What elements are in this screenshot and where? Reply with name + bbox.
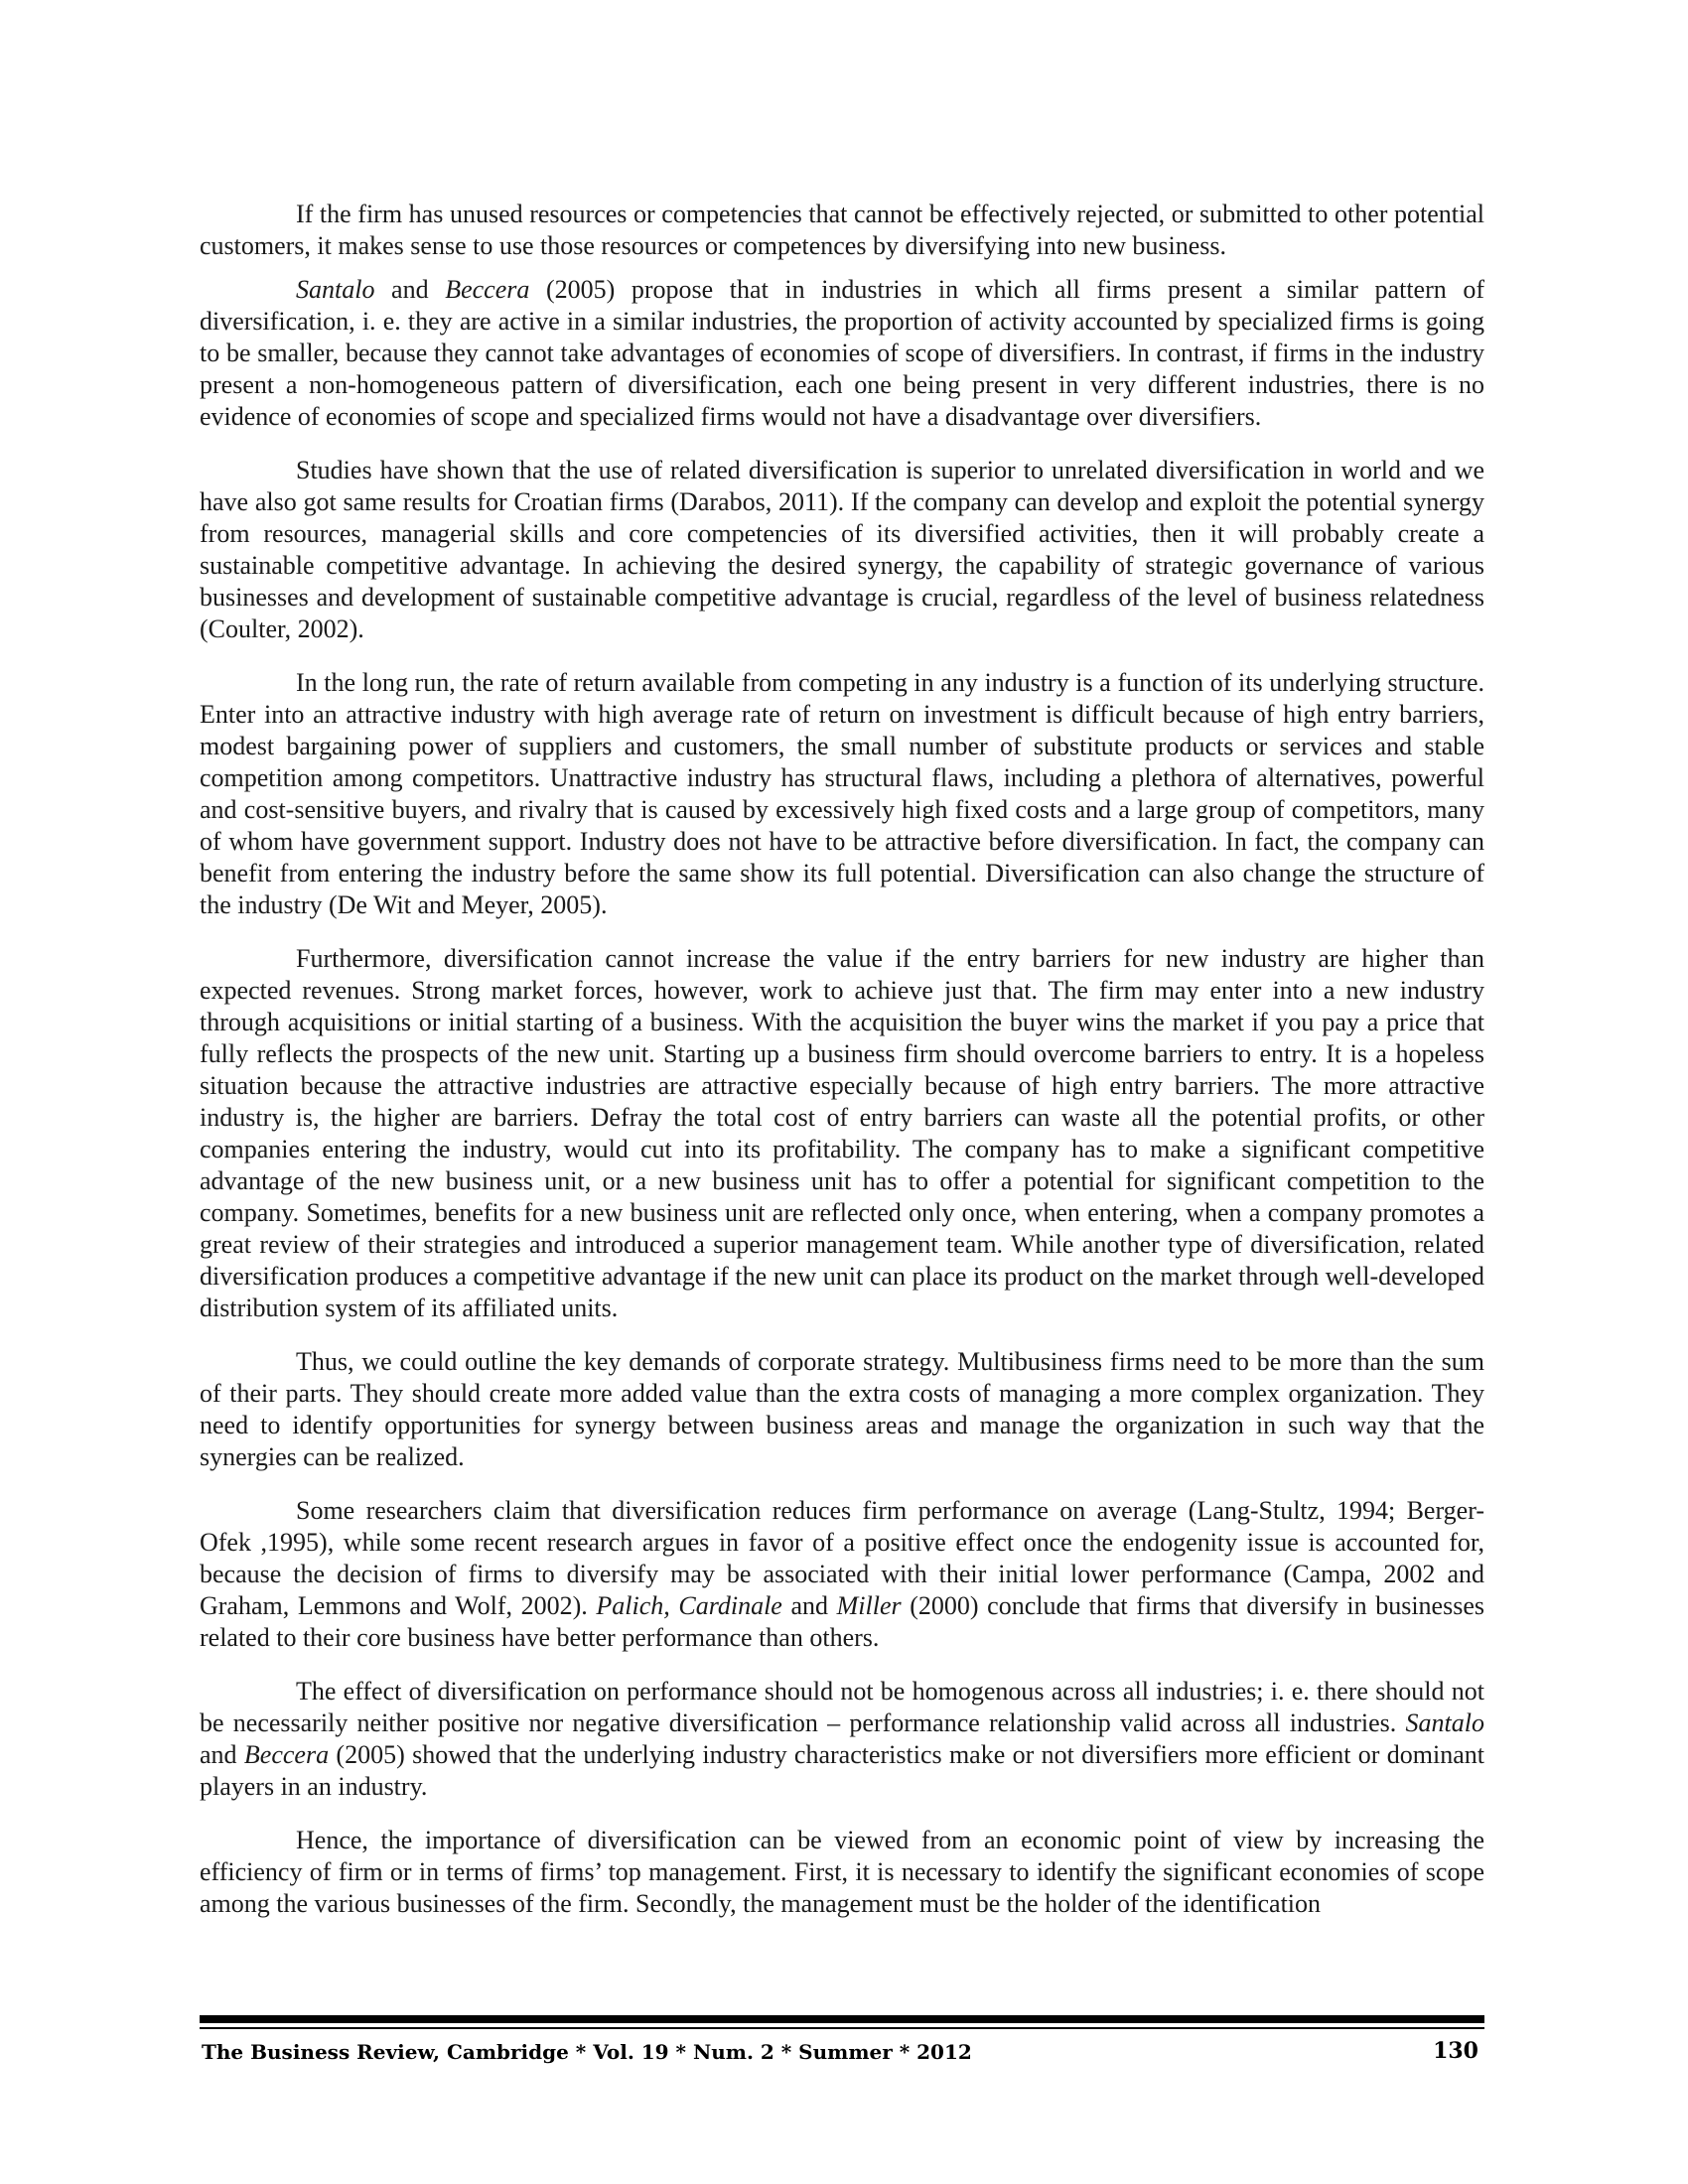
paragraph [200,943,1484,1324]
text-run: The effect of diversification on performance should not be homogenous across all industries; i. e. there should not be necessarily neither positive nor negative diversification – performance relationship valid across all industries. [200,1677,1484,1737]
text-run: (2005) showed that the underlying industry characteristics make or not diversifiers more efficient or dominant players in an industry. [200,1740,1485,1801]
text-run: and [781,1591,837,1620]
text-run: Hence, the importance of diversification can be viewed from an economic point of view by increasing the efficiency of firm or in terms of firms’ top management. First, it is necessary to identify the significant economies of scope among the various businesses of the firm. Secondly, the management must be the holder of the identification [200,1826,1484,1918]
body-text [200,199,1484,1942]
text-run: (2005) propose that in industries in which all firms present a similar pattern of diversification, i. e. they are active in a similar industries, the proportion of activity accounted by specialized firms is going to be smaller, because they cannot take advantages of economies of scope of diversifiers. In contrast, if firms in the industry present a non-homogeneous pattern of diversification, each one being present in very different industries, there is no evidence of economies of scope and specialized firms would not have a disadvantage over diversifiers. [200,275,1484,431]
italic-citation: Palich, Cardinale [596,1591,782,1620]
paragraph [200,274,1484,433]
footer-rule [200,2015,1484,2029]
text-run: Some researchers claim that diversification reduces firm performance on average (Lang-Stultz, 1994; Berger- Ofek ,1995), while some recent research argues in favor of a positive effect once the endogenity issue is accounted for, because the decision of firms to diversify may be associated with their initial lower performance (Campa, 2002 and Graham, Lemmons and Wolf, 2002). [200,1496,1484,1620]
paragraph [200,1495,1484,1654]
text-run: and [200,1740,244,1769]
page-footer [200,2034,1484,2068]
text-run: and [374,275,446,304]
paragraph [200,199,1484,262]
page-number: 130 [1433,2038,1478,2064]
paragraph [200,1825,1484,1920]
footer-rule-thick [200,2015,1484,2023]
text-run: (2000) conclude that firms that diversify in businesses related to their core business have better performance than others. [200,1591,1484,1652]
paragraph [200,1676,1484,1803]
italic-citation: Beccera [243,1740,330,1769]
text-run: Studies have shown that the use of related diversification is superior to unrelated diversification in world and we have also got same results for Croatian firms (Darabos, 2011). If the company can develop and exploit the potential synergy from resources, managerial skills and core competencies of its diversified activities, then it will probably create a sustainable competitive advantage. In achieving the desired synergy, the capability of strategic governance of various businesses and development of sustainable competitive advantage is crucial, regardless of the level of business relatedness (Coulter, 2002). [200,456,1484,643]
footer-rule-thin [200,2027,1484,2029]
text-run: Furthermore, diversification cannot increase the value if the entry barriers for new industry are higher than expected revenues. Strong market forces, however, work to achieve just that. The firm may enter into a new industry through acquisitions or initial starting of a business. With the acquisition the buyer wins the market if you pay a price that fully reflects the prospects of the new unit. Starting up a business firm should overcome barriers to entry. It is a hopeless situation because the attractive industries are attractive especially because of high entry barriers. The more attractive industry is, the higher are barriers. Defray the total cost of entry barriers can waste all the potential profits, or other companies entering the industry, would cut into its profitability. The company has to make a significant competitive advantage of the new business unit, or a new business unit has to offer a potential for significant competition to the company. Sometimes, benefits for a new business unit are reflected only once, when entering, when a company promotes a great review of their strategies and introduced a superior management team. While another type of diversification, related diversification produces a competitive advantage if the new unit can place its product on the market through well-developed distribution system of its affiliated units. [200,944,1484,1322]
italic-citation: Beccera [445,275,530,304]
paragraph [200,1346,1484,1473]
italic-citation: Santalo [1405,1708,1484,1737]
italic-citation: Miller [836,1591,902,1620]
text-run: In the long run, the rate of return available from competing in any industry is a function of its underlying structure. Enter into an attractive industry with high average rate of return on investment is difficult because of high entry barriers, modest bargaining power of suppliers and customers, the small number of substitute products or services and stable competition among competitors. Unattractive industry has structural flaws, including a plethora of alternatives, powerful and cost-sensitive buyers, and rivalry that is caused by excessively high fixed costs and a large group of competitors, many of whom have government support. Industry does not have to be attractive before diversification. In fact, the company can benefit from entering the industry before the same show its full potential. Diversification can also change the structure of the industry (De Wit and Meyer, 2005). [200,668,1484,919]
text-run: If the firm has unused resources or competencies that cannot be effectively rejected, or submitted to other potential customers, it makes sense to use those resources or competences by diversifying into new business. [200,200,1484,260]
paragraph [200,667,1484,921]
journal-citation: The Business Review, Cambridge * Vol. 19 * Num. 2 * Summer * 2012 [202,2040,972,2064]
paragraph [200,455,1484,645]
italic-citation: Santalo [296,275,375,304]
text-run: Thus, we could outline the key demands of corporate strategy. Multibusiness firms need to be more than the sum of their parts. They should create more added value than the extra costs of managing a more complex organization. They need to identify opportunities for synergy between business areas and manage the organization in such way that the synergies can be realized. [200,1347,1484,1471]
